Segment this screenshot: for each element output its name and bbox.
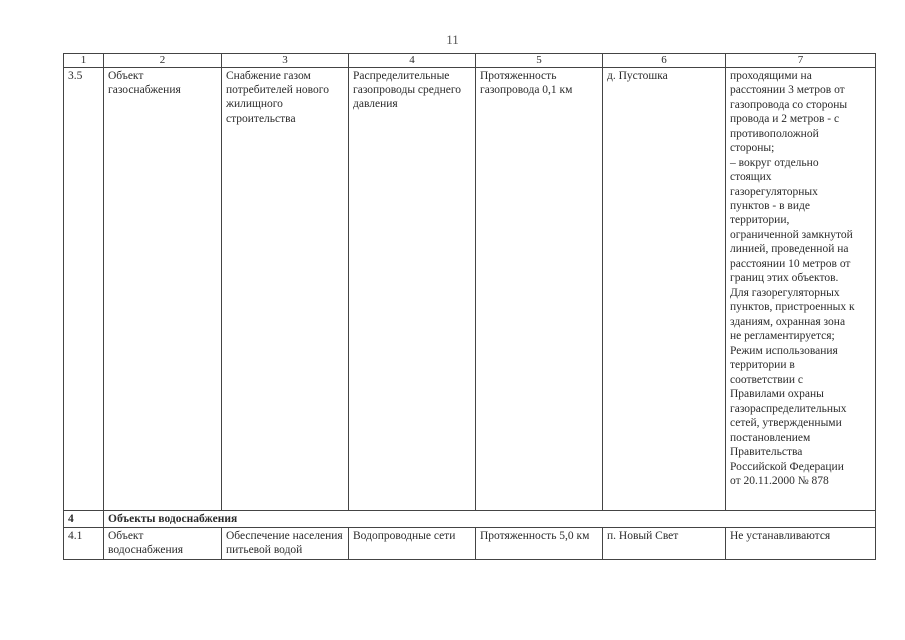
- zone-line: пунктов - в виде: [730, 200, 810, 212]
- row-number: 4.1: [64, 528, 104, 560]
- zone-line: проходящими на: [730, 69, 812, 82]
- object-name: Объект газоснабжения: [104, 67, 222, 510]
- zone-line: не регламентируется;: [730, 330, 835, 343]
- zone-line: линией, проведенной на: [730, 243, 849, 256]
- zone-line: сетей, утвержденными: [730, 417, 842, 430]
- table-row: [64, 67, 876, 510]
- zone-line: постановлением: [730, 431, 811, 444]
- object-type: Водопроводные сети: [349, 528, 476, 560]
- column-number: 7: [726, 54, 876, 68]
- zone-line: расстоянии 3 метров от: [730, 84, 845, 97]
- zone-line: Правилами охраны: [730, 388, 824, 401]
- protection-zone-text: Не устанавливаются: [726, 528, 876, 560]
- row-number: 3.5: [64, 67, 104, 510]
- column-number: 4: [349, 54, 476, 68]
- zone-line: расстоянии 10 метров от: [730, 257, 851, 270]
- zone-line: границ этих объектов.: [730, 272, 839, 285]
- section-heading-row: [64, 510, 876, 527]
- column-number: 2: [104, 54, 222, 68]
- object-purpose: Снабжение газом потребителей нового жилищного строительства: [222, 67, 349, 510]
- column-number: 1: [64, 54, 104, 68]
- zone-line: газораспределительных: [730, 402, 847, 415]
- column-number: 3: [222, 54, 349, 68]
- zone-line: зданиям, охранная зона: [730, 315, 846, 328]
- zone-line: территории,: [730, 214, 790, 227]
- objects-table: [63, 53, 876, 560]
- zone-line: от 20.11.2000 № 878: [730, 475, 829, 488]
- zone-line: пунктов, пристроенных к: [730, 301, 855, 314]
- table-header-row: [64, 54, 876, 68]
- zone-line: ограниченной замкнутой: [730, 228, 853, 241]
- zone-line: – вокруг отдельно: [730, 156, 819, 169]
- page-number: 11: [446, 32, 459, 47]
- zone-line: Для газорегуляторных: [730, 286, 840, 299]
- object-characteristics: Протяженность 5,0 км: [476, 528, 603, 560]
- zone-line: провода и 2 метров - с: [730, 113, 840, 126]
- column-number: 6: [603, 54, 726, 68]
- zone-line: газопровода со стороны: [730, 98, 848, 111]
- object-characteristics: Протяженность газопровода 0,1 км: [476, 67, 603, 510]
- zone-line: стороны;: [730, 142, 775, 155]
- object-purpose: Обеспечение населения питьевой водой: [222, 528, 349, 560]
- table-row: [64, 528, 876, 560]
- zone-line: Российской Федерации: [730, 460, 844, 473]
- section-number: 4: [64, 510, 104, 527]
- object-location: д. Пустошка: [603, 67, 726, 510]
- zone-line: противоположной: [730, 127, 819, 140]
- column-number: 5: [476, 54, 603, 68]
- zone-line: Правительства: [730, 446, 803, 459]
- object-location: п. Новый Свет: [603, 528, 726, 560]
- zone-line: Режим использования: [730, 344, 838, 357]
- zone-line: стоящих: [730, 171, 772, 184]
- zone-line: газорегуляторных: [730, 185, 818, 198]
- section-title: Объекты водоснабжения: [104, 510, 876, 527]
- object-type: Распределительные газопроводы среднего давления: [349, 67, 476, 510]
- zone-line: соответствии с: [730, 373, 803, 386]
- protection-zone-text: [726, 67, 876, 510]
- zone-line: территории в: [730, 359, 795, 372]
- object-name: Объект водоснабжения: [104, 528, 222, 560]
